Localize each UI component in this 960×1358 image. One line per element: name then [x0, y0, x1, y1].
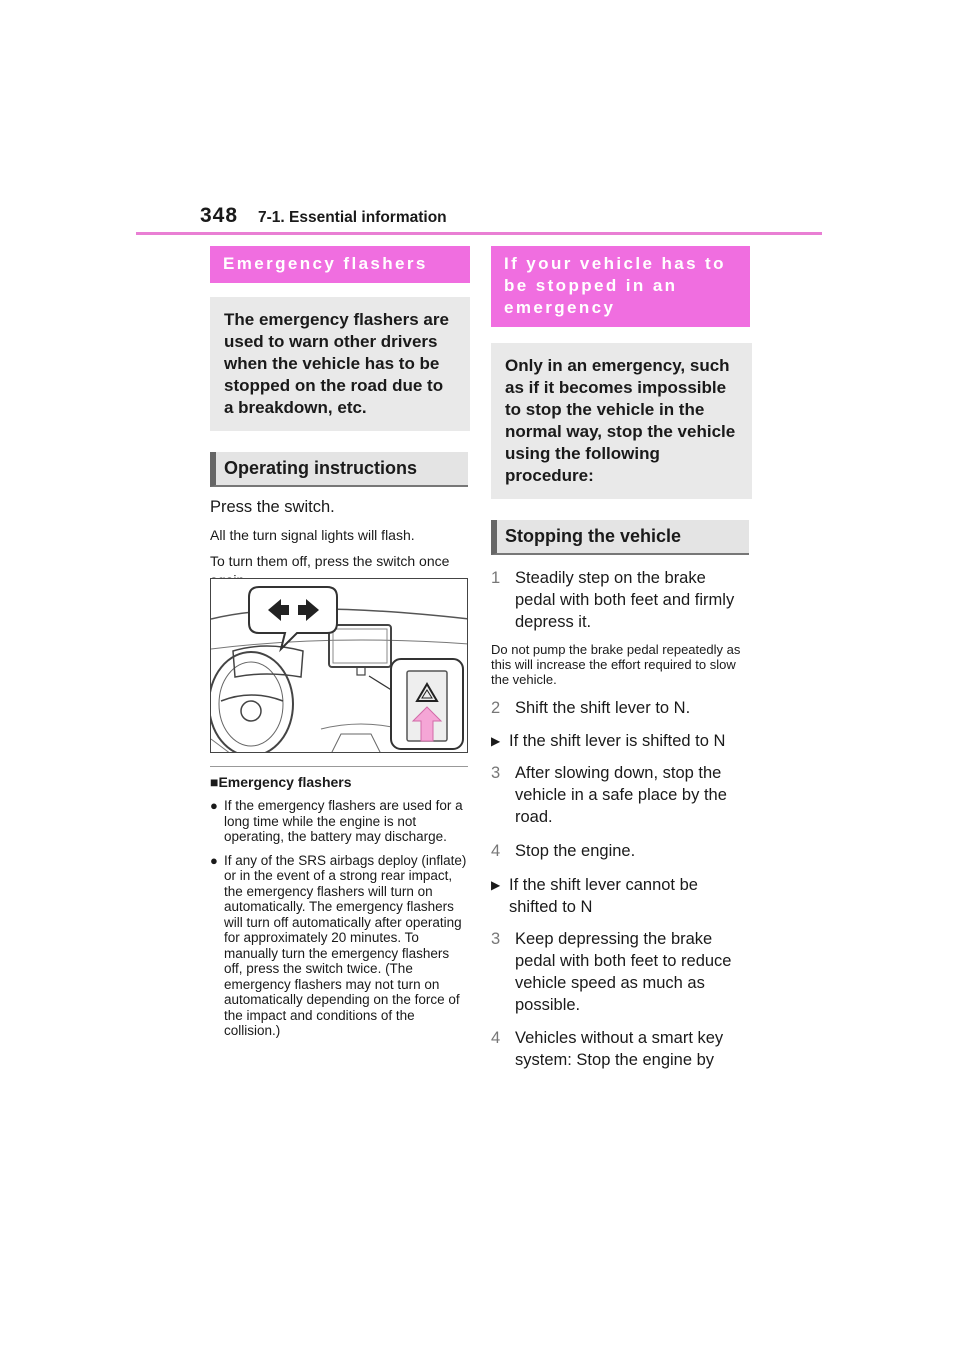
step-item: [491, 567, 736, 633]
triangle-bullet-icon: ▶: [491, 878, 501, 892]
notes-block: [210, 773, 470, 1039]
header-rule: [136, 232, 822, 235]
step-text: Stop the engine.: [515, 842, 636, 860]
dashboard-illustration: [210, 578, 468, 753]
section-reference: 7-1. Essential information: [258, 209, 447, 226]
note-divider: [210, 766, 468, 767]
section-title-emergency-stop: If your vehicle has to be stopped in an emergency: [491, 246, 750, 327]
instruction-detail: To turn them off, press the switch once: [210, 553, 450, 569]
step-text: Vehicles without a smart key system: Stop the engine by: [515, 1029, 724, 1069]
step-item: [491, 928, 751, 1016]
right-column: [491, 246, 751, 1071]
condition-item: [491, 874, 721, 918]
step-text: After slowing down, stop the vehicle in a safe place by the road.: [515, 764, 727, 826]
step-note: Do not pump the brake pedal repeatedly as this will increase the effort required to slow the vehicle.: [491, 642, 741, 687]
condition-text: If the shift lever is shifted to N: [509, 732, 726, 750]
dashboard-drawing: [211, 579, 468, 753]
circle-bullet-icon: ●: [210, 798, 218, 813]
page-number: 348: [200, 204, 239, 227]
step-item: [491, 840, 751, 862]
step-number: 3: [491, 764, 501, 782]
note-heading-text: Emergency flashers: [218, 774, 352, 790]
step-text: Shift the shift lever to N.: [515, 699, 691, 717]
condition-item: [491, 730, 751, 752]
left-column: [210, 246, 470, 590]
intro-box-emergency-flashers: The emergency flashers are used to warn other drivers when the vehicle has to be stopped on the road due to a breakdown, etc.: [210, 297, 470, 431]
instruction-detail: All the turn signal lights will flash.: [210, 527, 415, 543]
step-text: Steadily step on the brake pedal with both feet and firmly depress it.: [515, 569, 735, 631]
instruction-text: Press the switch.: [210, 498, 335, 516]
subheading-operating-instructions: Operating instructions: [210, 452, 468, 487]
triangle-bullet-icon: ▶: [491, 734, 501, 748]
note-item-text: If any of the SRS airbags deploy (inflate) or in the event of a strong rear impact, the emergency flashers will turn on automatically. The emergency flashers will turn off automatically after operating for approximately 20 minutes. To manually turn the emergency flashers off, press the switch twice. (The emergency flashers may not turn on automatically depending on the force of the impact and conditions of the collision.): [224, 852, 467, 1038]
subheading-stopping-the-vehicle: Stopping the vehicle: [491, 520, 749, 555]
step-number: 4: [491, 1029, 501, 1047]
step-number: 3: [491, 930, 501, 948]
note-item: [210, 853, 470, 1039]
step-number: 1: [491, 569, 501, 587]
step-text: Keep depressing the brake pedal with both feet to reduce vehicle speed as much as possible.: [515, 930, 732, 1014]
section-title-emergency-flashers: Emergency flashers: [210, 246, 470, 283]
step-item: [491, 1027, 749, 1071]
note-item: [210, 798, 470, 845]
square-bullet-icon: ■: [210, 774, 219, 790]
intro-box-emergency-stop: Only in an emergency, such as if it becomes impossible to stop the vehicle in the normal way, stop the vehicle using the following procedure:: [491, 343, 752, 499]
step-item: [491, 697, 751, 719]
circle-bullet-icon: ●: [210, 852, 218, 868]
step-number: 4: [491, 842, 501, 860]
note-heading: [210, 773, 470, 791]
condition-text: If the shift lever cannot be shifted to N: [509, 876, 698, 916]
note-item-text: If the emergency flashers are used for a long time while the engine is not operating, the battery may discharge.: [224, 798, 463, 844]
step-number: 2: [491, 699, 501, 717]
step-item: [491, 762, 741, 828]
